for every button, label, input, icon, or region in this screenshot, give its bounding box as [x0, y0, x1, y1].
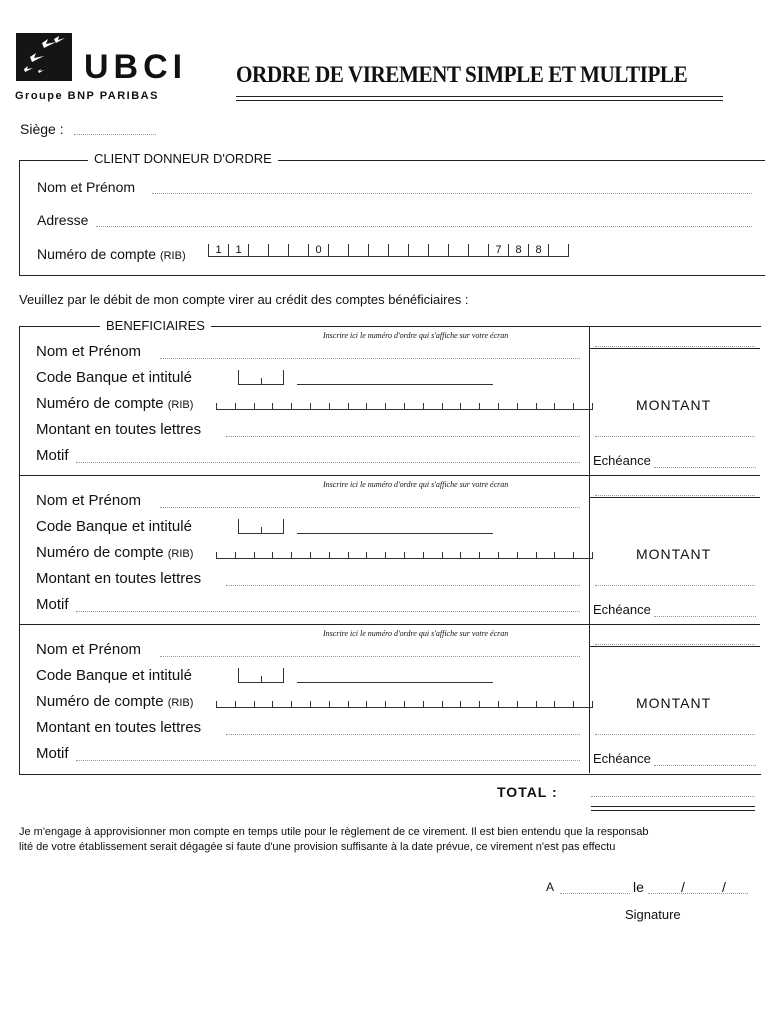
rib-digit-box[interactable] — [329, 701, 348, 708]
rib-digit-box[interactable] — [272, 403, 291, 410]
rib-digit-box[interactable] — [272, 701, 291, 708]
rib-digit-box[interactable] — [235, 701, 254, 708]
rib-digit-box[interactable] — [404, 403, 423, 410]
bank-name-line-3[interactable] — [297, 682, 493, 683]
montant-field-1[interactable] — [595, 436, 755, 437]
rib-digit-box[interactable] — [536, 701, 555, 708]
reason-label-2: Motif — [36, 596, 69, 613]
date-separator-2: / — [722, 879, 726, 895]
rib-digit-box[interactable] — [385, 552, 404, 559]
rib-digit-box[interactable] — [517, 701, 536, 708]
reason-label-1: Motif — [36, 447, 69, 464]
rib-digit-box[interactable] — [498, 552, 517, 559]
reason-label-3: Motif — [36, 745, 69, 762]
rib-digit-box[interactable] — [310, 701, 329, 708]
rib-digit-box[interactable] — [268, 244, 288, 257]
amount-words-field-3[interactable] — [226, 734, 580, 735]
rib-digit-box[interactable] — [329, 403, 348, 410]
client-account-label: Numéro de compte (RIB) — [37, 246, 186, 262]
rib-digit-box[interactable] — [348, 244, 368, 257]
client-name-label: Nom et Prénom — [37, 179, 136, 195]
stars-logo-icon — [16, 33, 72, 81]
rib-digit-box[interactable] — [404, 552, 423, 559]
bank-name-line-1[interactable] — [297, 384, 493, 385]
rib-digit-box[interactable] — [548, 244, 569, 257]
rib-digit-box[interactable] — [404, 701, 423, 708]
rib-digit-box[interactable]: 8 — [528, 244, 548, 257]
rib-digit-box[interactable] — [366, 403, 385, 410]
bank-code-label-3: Code Banque et intitulé — [36, 667, 192, 684]
bank-code-boxes-3[interactable] — [238, 668, 284, 683]
rib-digit-box[interactable] — [216, 403, 235, 410]
title-underline-2 — [236, 100, 723, 101]
rib-digit-box[interactable] — [254, 701, 273, 708]
montant-field-3[interactable] — [595, 734, 755, 735]
rib-digit-box[interactable] — [479, 552, 498, 559]
echeance-field-2[interactable] — [654, 616, 756, 617]
rib-digit-box[interactable] — [442, 552, 461, 559]
reason-field-3[interactable] — [76, 760, 580, 761]
client-name-field[interactable] — [152, 193, 752, 194]
bank-code-boxes-1[interactable] — [238, 370, 284, 385]
amount-words-field-2[interactable] — [226, 585, 580, 586]
rib-digit-box[interactable] — [216, 552, 235, 559]
rib-digit-box[interactable] — [573, 403, 593, 410]
beneficiary-name-field-3[interactable] — [160, 656, 580, 657]
rib-digit-box[interactable] — [498, 403, 517, 410]
order-number-underline-3 — [589, 646, 760, 647]
rib-digit-box[interactable]: 0 — [308, 244, 328, 257]
beneficiary-separator-2 — [19, 475, 589, 476]
rib-digit-box[interactable] — [517, 552, 536, 559]
rib-digit-box[interactable] — [248, 244, 268, 257]
rib-digit-box[interactable] — [554, 403, 573, 410]
montant-field-2[interactable] — [595, 585, 755, 586]
order-number-note-1: Inscrire ici le numéro d'ordre qui s'affiche sur votre écran — [323, 331, 509, 340]
beneficiary-name-field-2[interactable] — [160, 507, 580, 508]
rib-digit-box[interactable] — [460, 403, 479, 410]
rib-digit-box[interactable] — [216, 701, 235, 708]
rib-digit-box[interactable] — [536, 552, 555, 559]
date-field[interactable] — [648, 893, 748, 894]
rib-digit-box[interactable] — [368, 244, 388, 257]
logo-name: UBCI — [84, 48, 188, 86]
engagement-text — [19, 825, 759, 855]
rib-digit-box[interactable] — [448, 244, 468, 257]
rib-digit-box[interactable] — [460, 701, 479, 708]
rib-digit-box[interactable] — [479, 701, 498, 708]
beneficiary-rib-boxes-3[interactable] — [216, 694, 593, 708]
total-underline — [591, 806, 755, 807]
echeance-label-2: Echéance — [593, 602, 651, 617]
rib-digit-box[interactable] — [468, 244, 488, 257]
rib-digit-box[interactable] — [460, 552, 479, 559]
beneficiary-account-label-3: Numéro de compte (RIB) — [36, 693, 194, 710]
order-number-field-1[interactable] — [595, 346, 755, 347]
total-underline-2 — [591, 810, 755, 811]
rib-digit-box[interactable] — [288, 244, 308, 257]
rib-digit-box[interactable] — [348, 403, 367, 410]
place-label: A — [546, 880, 555, 894]
rib-digit-box[interactable] — [554, 701, 573, 708]
rib-digit-box[interactable] — [291, 552, 310, 559]
rib-digit-box[interactable] — [366, 701, 385, 708]
order-number-field-2[interactable] — [595, 495, 755, 496]
engagement-line-1: Je m'engage à approvisionner mon compte en temps utile pour le règlement de ce virement. Il est bien entendu que la responsab — [19, 826, 649, 838]
amount-words-field-1[interactable] — [226, 436, 580, 437]
echeance-field-1[interactable] — [654, 467, 756, 468]
beneficiary-name-field-1[interactable] — [160, 358, 580, 359]
rib-digit-box[interactable] — [310, 403, 329, 410]
bank-code-boxes-2[interactable] — [238, 519, 284, 534]
rib-digit-box[interactable]: 7 — [488, 244, 508, 257]
order-number-underline-2 — [589, 497, 760, 498]
bank-code-label-2: Code Banque et intitulé — [36, 518, 192, 535]
amount-words-label-1: Montant en toutes lettres — [36, 421, 202, 438]
rib-digit-box[interactable] — [254, 552, 273, 559]
rib-digit-box[interactable] — [554, 552, 573, 559]
rib-digit-box[interactable] — [517, 403, 536, 410]
amount-words-label-3: Montant en toutes lettres — [36, 719, 202, 736]
rib-digit-box[interactable] — [442, 403, 461, 410]
rib-digit-box[interactable] — [291, 701, 310, 708]
rib-digit-box[interactable] — [423, 552, 442, 559]
amount-words-label-2: Montant en toutes lettres — [36, 570, 202, 587]
rib-digit-box[interactable] — [235, 552, 254, 559]
signature-label: Signature — [625, 907, 681, 922]
beneficiary-account-label-1: Numéro de compte (RIB) — [36, 395, 194, 412]
order-number-note-3: Inscrire ici le numéro d'ordre qui s'affiche sur votre écran — [323, 629, 509, 638]
rib-digit-box[interactable]: 1 — [228, 244, 248, 257]
beneficiaries-legend: BENEFICIAIRES — [100, 318, 211, 333]
beneficiary-name-label-3: Nom et Prénom — [36, 641, 142, 658]
rib-digit-box[interactable]: 1 — [208, 244, 228, 257]
client-rib-boxes[interactable] — [208, 243, 569, 257]
engagement-line-2: lité de votre établissement serait dégagée si faute d'une provision suffisante à la date prévue, ce virement n'est pas effectu — [19, 841, 616, 853]
beneficiary-separator-3 — [19, 624, 589, 625]
rib-digit-box[interactable] — [442, 701, 461, 708]
echeance-label-3: Echéance — [593, 751, 651, 766]
client-legend: CLIENT DONNEUR D'ORDRE — [88, 151, 278, 166]
montant-label-3: MONTANT — [636, 695, 712, 711]
montant-label-2: MONTANT — [636, 546, 712, 562]
client-address-label: Adresse — [37, 212, 89, 228]
instruction-text: Veuillez par le débit de mon compte virer au crédit des comptes bénéficiaires : — [19, 292, 469, 307]
date-separator-1: / — [681, 879, 685, 895]
title-underline — [236, 96, 723, 97]
bank-code-label-1: Code Banque et intitulé — [36, 369, 192, 386]
beneficiary-account-label-2: Numéro de compte (RIB) — [36, 544, 194, 561]
rib-digit-box[interactable] — [272, 552, 291, 559]
rib-digit-box[interactable] — [423, 701, 442, 708]
siege-label: Siège : — [20, 121, 64, 137]
rib-digit-box[interactable] — [573, 701, 593, 708]
logo-group-name: Groupe BNP PARIBAS — [15, 90, 159, 102]
reason-field-1[interactable] — [76, 462, 580, 463]
rib-digit-box[interactable] — [479, 403, 498, 410]
order-number-note-2: Inscrire ici le numéro d'ordre qui s'affiche sur votre écran — [323, 480, 509, 489]
rib-digit-box[interactable] — [310, 552, 329, 559]
rib-digit-box[interactable] — [408, 244, 428, 257]
date-label: le — [633, 879, 644, 895]
rib-digit-box[interactable] — [388, 244, 408, 257]
rib-digit-box[interactable] — [348, 701, 367, 708]
rib-digit-box[interactable] — [536, 403, 555, 410]
echeance-field-3[interactable] — [654, 765, 756, 766]
rib-digit-box[interactable] — [348, 552, 367, 559]
order-number-field-3[interactable] — [595, 644, 755, 645]
amount-separator-2 — [589, 475, 760, 476]
beneficiary-name-label-2: Nom et Prénom — [36, 492, 142, 509]
rib-digit-box[interactable] — [291, 403, 310, 410]
order-number-underline-1 — [589, 348, 760, 349]
reason-field-2[interactable] — [76, 611, 580, 612]
client-address-field[interactable] — [96, 226, 752, 227]
bank-name-line-2[interactable] — [297, 533, 493, 534]
page-title: ORDRE DE VIREMENT SIMPLE ET MULTIPLE — [236, 62, 688, 87]
amount-separator-3 — [589, 624, 760, 625]
total-label: TOTAL : — [497, 784, 558, 800]
total-field[interactable] — [591, 796, 755, 797]
place-field[interactable] — [560, 893, 630, 894]
rib-digit-box[interactable] — [428, 244, 448, 257]
beneficiary-rib-boxes-1[interactable] — [216, 396, 593, 410]
rib-digit-box[interactable] — [235, 403, 254, 410]
rib-digit-box[interactable] — [498, 701, 517, 708]
rib-digit-box[interactable] — [329, 552, 348, 559]
beneficiary-rib-boxes-2[interactable] — [216, 545, 593, 559]
echeance-label-1: Echéance — [593, 453, 651, 468]
siege-field[interactable] — [74, 134, 156, 135]
rib-digit-box[interactable] — [423, 403, 442, 410]
rib-digit-box[interactable] — [254, 403, 273, 410]
rib-digit-box[interactable] — [366, 552, 385, 559]
rib-digit-box[interactable] — [385, 701, 404, 708]
rib-digit-box[interactable]: 8 — [508, 244, 528, 257]
rib-digit-box[interactable] — [328, 244, 348, 257]
ubci-logo-emblem — [16, 33, 72, 81]
rib-digit-box[interactable] — [385, 403, 404, 410]
beneficiary-name-label-1: Nom et Prénom — [36, 343, 142, 360]
montant-label-1: MONTANT — [636, 397, 712, 413]
rib-digit-box[interactable] — [573, 552, 593, 559]
